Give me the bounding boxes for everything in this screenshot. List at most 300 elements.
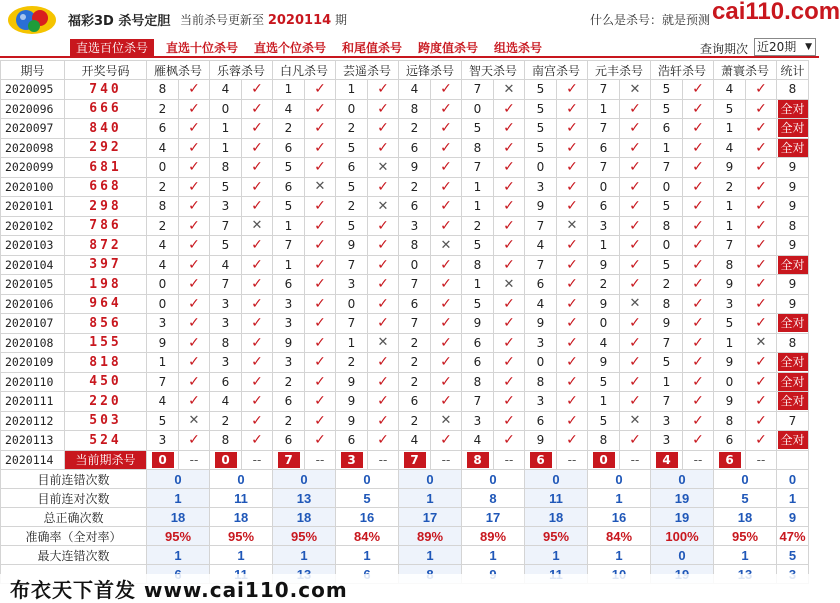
all-right-badge: 全对 [778,100,808,118]
check-icon: ✓ [746,431,777,451]
current-kill-cell [273,450,305,470]
tab-tens-kill[interactable]: 直选十位杀号 [166,41,239,55]
check-icon: ✓ [368,255,399,275]
all-right-badge: 全对 [778,119,808,137]
check-icon: ✓ [683,119,714,139]
check-icon: ✓ [620,353,651,373]
check-icon: ✓ [557,314,588,334]
summary-value: 1 [525,546,588,565]
kill-number: 7 [651,392,683,412]
cross-icon: ✕ [494,275,525,295]
current-stat [777,450,809,470]
kill-number: 2 [273,119,305,139]
tab-hundreds-kill[interactable]: 直选百位杀号 [70,39,154,57]
kill-number: 9 [525,197,557,217]
kill-number: 5 [462,294,494,314]
kill-number: 9 [714,392,746,412]
kill-number: 3 [210,197,242,217]
row-stat [777,119,809,139]
check-icon: ✓ [746,392,777,412]
row-draw-number: 740 [65,80,147,100]
row-draw-number: 666 [65,99,147,119]
check-icon: ✓ [494,411,525,431]
kill-number: 4 [273,99,305,119]
col-expert[interactable]: 芸遥杀号 [336,61,399,80]
kill-number: 8 [147,80,179,100]
check-icon: ✓ [557,294,588,314]
table-row [1,119,809,139]
kill-number: 4 [210,392,242,412]
kill-number: 7 [651,333,683,353]
summary-row [1,527,809,546]
check-icon: ✓ [494,392,525,412]
kill-number: 9 [525,314,557,334]
table-row [1,99,809,119]
kill-number: 9 [714,353,746,373]
col-expert[interactable]: 乐蓉杀号 [210,61,273,80]
table-row [1,80,809,100]
check-icon: ✓ [368,353,399,373]
summary-value: 19 [651,508,714,527]
kill-number: 2 [273,411,305,431]
kill-number: 9 [336,236,368,256]
check-icon: ✓ [305,216,336,236]
kill-number: 5 [210,236,242,256]
kill-number: 6 [399,138,431,158]
row-stat: 9 [777,275,809,295]
summary-value: 18 [147,508,210,527]
current-kill-cell [147,450,179,470]
kill-number: 3 [588,216,620,236]
cross-icon: ✕ [431,411,462,431]
pending-mark: -- [557,450,588,470]
check-icon: ✓ [494,372,525,392]
kill-number: 8 [147,197,179,217]
kill-number: 2 [399,353,431,373]
check-icon: ✓ [242,255,273,275]
pending-mark: -- [431,450,462,470]
kill-number: 6 [525,411,557,431]
check-icon: ✓ [305,99,336,119]
check-icon: ✓ [557,353,588,373]
check-icon: ✓ [305,314,336,334]
check-icon: ✓ [242,138,273,158]
current-kill-cell [651,450,683,470]
summary-stat: 0 [777,470,809,489]
cross-icon: ✕ [368,158,399,178]
check-icon: ✓ [557,431,588,451]
kill-number: 5 [651,80,683,100]
summary-row [1,489,809,508]
check-icon: ✓ [242,158,273,178]
kill-number: 3 [210,314,242,334]
kill-number: 3 [525,392,557,412]
kill-number: 5 [462,236,494,256]
summary-stat: 1 [777,489,809,508]
kill-number: 6 [462,333,494,353]
check-icon: ✓ [683,353,714,373]
current-kill-number: 7 [278,452,300,468]
kill-number: 6 [210,372,242,392]
check-icon: ✓ [179,99,210,119]
kill-number: 9 [588,353,620,373]
current-kill-cell [525,450,557,470]
check-icon: ✓ [746,197,777,217]
check-icon: ✓ [179,392,210,412]
row-period: 2020111 [1,392,65,412]
check-icon: ✓ [431,294,462,314]
check-icon: ✓ [683,333,714,353]
col-expert[interactable]: 白凡杀号 [273,61,336,80]
row-draw-number: 292 [65,138,147,158]
check-icon: ✓ [683,392,714,412]
kill-number: 6 [273,275,305,295]
table-row [1,294,809,314]
check-icon: ✓ [746,80,777,100]
check-icon: ✓ [683,314,714,334]
kill-number: 3 [210,353,242,373]
check-icon: ✓ [620,236,651,256]
tab-group-kill[interactable]: 组选杀号 [494,41,543,55]
check-icon: ✓ [683,216,714,236]
kill-number: 1 [588,99,620,119]
table-row [1,353,809,373]
row-draw-number: 964 [65,294,147,314]
kill-number: 1 [147,353,179,373]
kill-number: 8 [651,216,683,236]
kill-number: 0 [147,158,179,178]
check-icon: ✓ [179,431,210,451]
kill-number: 9 [273,333,305,353]
check-icon: ✓ [368,392,399,412]
kill-number: 5 [651,99,683,119]
check-icon: ✓ [494,99,525,119]
check-icon: ✓ [368,80,399,100]
col-expert[interactable]: 萧寰杀号 [714,61,777,80]
summary-row [1,508,809,527]
check-icon: ✓ [494,353,525,373]
kill-number: 5 [336,216,368,236]
row-period: 2020095 [1,80,65,100]
cross-icon: ✕ [620,80,651,100]
table-row [1,333,809,353]
lottery-logo-icon [6,2,62,36]
check-icon: ✓ [683,158,714,178]
summary-value: 0 [462,470,525,489]
summary-value: 8 [462,489,525,508]
kill-number: 6 [588,197,620,217]
kill-number: 6 [273,392,305,412]
kill-number: 2 [210,411,242,431]
current-kill-number: 4 [656,452,678,468]
check-icon: ✓ [620,275,651,295]
summary-value: 89% [399,527,462,546]
all-right-badge: 全对 [778,256,808,274]
tab-sum-tail-kill[interactable]: 和尾值杀号 [342,41,403,55]
period-select[interactable] [754,38,816,56]
row-stat [777,353,809,373]
col-expert[interactable]: 南宫杀号 [525,61,588,80]
row-draw-number: 298 [65,197,147,217]
row-period: 2020113 [1,431,65,451]
kill-number: 4 [210,80,242,100]
summary-value: 1 [399,489,462,508]
check-icon: ✓ [179,119,210,139]
kill-number: 3 [714,294,746,314]
table-row [1,275,809,295]
check-icon: ✓ [746,411,777,431]
current-kill-number: 0 [593,452,615,468]
col-expert[interactable]: 智天杀号 [462,61,525,80]
check-icon: ✓ [557,372,588,392]
pending-mark: -- [305,450,336,470]
check-icon: ✓ [305,333,336,353]
check-icon: ✓ [683,80,714,100]
kill-number: 7 [147,372,179,392]
cross-icon: ✕ [305,177,336,197]
table-row [1,216,809,236]
check-icon: ✓ [431,216,462,236]
kill-number: 1 [651,138,683,158]
kill-number: 7 [651,158,683,178]
row-draw-number: 818 [65,353,147,373]
all-right-badge: 全对 [778,314,808,332]
kill-number: 4 [399,431,431,451]
col-expert[interactable]: 雁枫杀号 [147,61,210,80]
cross-icon: ✕ [620,411,651,431]
kill-number: 0 [147,275,179,295]
notice-text[interactable]: 什么是杀号：就是预测 [590,13,711,27]
col-expert[interactable]: 元丰杀号 [588,61,651,80]
all-right-badge: 全对 [778,392,808,410]
kill-number: 9 [651,314,683,334]
kill-number: 4 [462,431,494,451]
kill-number: 1 [714,119,746,139]
row-stat [777,392,809,412]
row-period: 2020108 [1,333,65,353]
kill-number: 0 [336,294,368,314]
kill-number: 9 [525,431,557,451]
table-row [1,255,809,275]
pending-mark: -- [746,450,777,470]
table-row [1,411,809,431]
kill-number: 7 [273,236,305,256]
check-icon: ✓ [242,177,273,197]
kill-number: 6 [336,158,368,178]
kill-number: 1 [273,216,305,236]
kill-number: 0 [588,314,620,334]
kill-number: 2 [588,275,620,295]
kill-number: 2 [399,372,431,392]
check-icon: ✓ [620,255,651,275]
cross-icon: ✕ [557,216,588,236]
kill-number: 6 [462,353,494,373]
kill-number: 4 [525,294,557,314]
summary-value: 0 [399,470,462,489]
summary-value: 1 [147,489,210,508]
row-draw-number: 681 [65,158,147,178]
summary-value: 0 [147,470,210,489]
kill-number: 8 [714,255,746,275]
kill-number: 8 [462,138,494,158]
check-icon: ✓ [368,314,399,334]
check-icon: ✓ [620,392,651,412]
kill-number: 5 [588,372,620,392]
kill-number: 4 [714,138,746,158]
kill-number: 2 [651,275,683,295]
cross-icon: ✕ [431,236,462,256]
kill-number: 4 [399,80,431,100]
check-icon: ✓ [305,80,336,100]
kill-number: 3 [273,314,305,334]
summary-value: 95% [525,527,588,546]
kill-number: 2 [336,197,368,217]
check-icon: ✓ [368,431,399,451]
check-icon: ✓ [557,255,588,275]
period-filter-label: 查询期次 [700,42,749,56]
pending-mark: -- [179,450,210,470]
brand-logo[interactable]: cai110.com [712,0,840,25]
check-icon: ✓ [557,275,588,295]
check-icon: ✓ [179,236,210,256]
row-period: 2020097 [1,119,65,139]
row-period: 2020110 [1,372,65,392]
summary-value: 0 [714,470,777,489]
check-icon: ✓ [620,177,651,197]
col-draw: 开奖号码 [65,61,147,80]
kill-number: 7 [336,255,368,275]
current-kill-cell [714,450,746,470]
check-icon: ✓ [746,158,777,178]
check-icon: ✓ [179,158,210,178]
table-row [1,177,809,197]
kill-number: 9 [336,392,368,412]
row-stat [777,99,809,119]
summary-stat: 47% [777,527,809,546]
kill-table [0,60,809,584]
check-icon: ✓ [242,314,273,334]
current-kill-cell [399,450,431,470]
chevron-down-icon: ▼ [805,42,812,52]
row-period: 2020104 [1,255,65,275]
row-draw-number: 155 [65,333,147,353]
kill-number: 8 [714,411,746,431]
check-icon: ✓ [746,177,777,197]
summary-label: 目前连错次数 [1,470,147,489]
check-icon: ✓ [431,99,462,119]
row-period: 2020106 [1,294,65,314]
check-icon: ✓ [368,138,399,158]
check-icon: ✓ [431,80,462,100]
check-icon: ✓ [242,353,273,373]
check-icon: ✓ [620,314,651,334]
kill-number: 0 [714,372,746,392]
check-icon: ✓ [179,138,210,158]
check-icon: ✓ [746,236,777,256]
kill-number: 5 [525,119,557,139]
check-icon: ✓ [431,275,462,295]
check-icon: ✓ [494,138,525,158]
kill-number: 8 [462,372,494,392]
check-icon: ✓ [746,99,777,119]
kill-number: 5 [651,353,683,373]
kill-number: 4 [588,333,620,353]
update-suffix: 期 [335,13,348,27]
check-icon: ✓ [368,119,399,139]
check-icon: ✓ [494,255,525,275]
check-icon: ✓ [683,411,714,431]
cross-icon: ✕ [368,333,399,353]
kill-number: 0 [462,99,494,119]
kill-number: 2 [399,177,431,197]
kill-number: 5 [525,80,557,100]
kill-number: 5 [525,99,557,119]
kill-number: 5 [273,197,305,217]
check-icon: ✓ [305,392,336,412]
kill-number: 6 [399,392,431,412]
kill-number: 1 [588,236,620,256]
kill-number: 3 [273,294,305,314]
tab-units-kill[interactable]: 直选个位杀号 [254,41,327,55]
current-kill-number: 6 [530,452,552,468]
kill-number: 9 [588,294,620,314]
col-expert[interactable]: 远锋杀号 [399,61,462,80]
check-icon: ✓ [683,236,714,256]
kill-number: 7 [525,255,557,275]
kill-number: 6 [525,275,557,295]
row-draw-number: 840 [65,119,147,139]
kill-number: 3 [462,411,494,431]
summary-value: 95% [210,527,273,546]
kill-number: 5 [462,119,494,139]
check-icon: ✓ [494,333,525,353]
update-status [180,11,347,28]
kill-number: 3 [273,353,305,373]
summary-value: 95% [147,527,210,546]
row-stat [777,255,809,275]
check-icon: ✓ [557,99,588,119]
kill-number: 0 [210,99,242,119]
check-icon: ✓ [494,158,525,178]
check-icon: ✓ [179,275,210,295]
check-icon: ✓ [557,333,588,353]
check-icon: ✓ [368,216,399,236]
kill-number: 1 [714,333,746,353]
kill-number: 9 [147,333,179,353]
kill-number: 8 [210,431,242,451]
summary-value: 1 [588,546,651,565]
kill-number: 8 [210,333,242,353]
check-icon: ✓ [557,177,588,197]
kill-number: 7 [462,158,494,178]
col-expert[interactable]: 浩轩杀号 [651,61,714,80]
app-title: 福彩3D 杀号定胆 [68,14,171,29]
cross-icon: ✕ [368,197,399,217]
current-kill-number: 0 [215,452,237,468]
check-icon: ✓ [431,392,462,412]
table-row [1,372,809,392]
check-icon: ✓ [431,372,462,392]
tab-span-kill[interactable]: 跨度值杀号 [418,41,479,55]
kill-number: 3 [651,411,683,431]
check-icon: ✓ [242,99,273,119]
current-kill-cell [336,450,368,470]
summary-value: 19 [651,489,714,508]
check-icon: ✓ [620,99,651,119]
check-icon: ✓ [683,255,714,275]
kill-number: 1 [336,333,368,353]
pending-mark: -- [683,450,714,470]
